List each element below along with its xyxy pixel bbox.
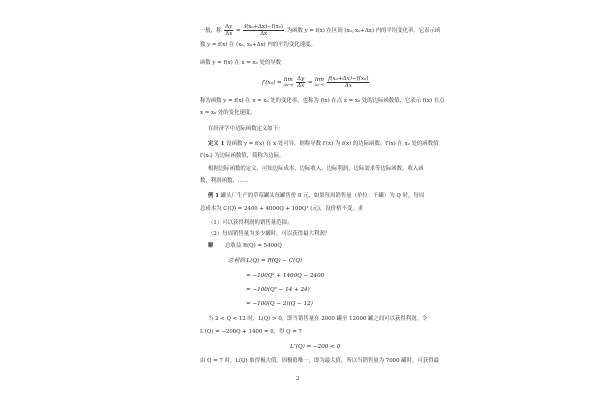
- question-item: （1）可以获得利润的销售量范围；: [208, 220, 293, 226]
- text-line: 一般，称 $\frac{\Delta y}{\Delta x}$ = $\frac{\text{f(x₀+Δx)−f(x₀)}}{\Delta x}$ 为函数 y = f(x) 在区间 (x₀, x₀+Δx) 内的平均变化率。它表示函: [200, 24, 441, 37]
- solution-label: 解: [208, 243, 214, 249]
- text-line: 当 2 < Q < 12 时，L(Q) > 0，即当销售量在 2000 罐至 12000 罐之间可以获得利润。令: [208, 316, 428, 322]
- text-line: 总成本为 C(Q) = 2400 + 4000Q + 100Q² (元)，设价格不变，求: [200, 206, 364, 212]
- fraction: $\frac{\text{f(x₀+Δx)−f(x₀)}}{\Delta x}$: [328, 76, 369, 89]
- example-line: 例 1 罐头厂生产的草莓罐头每罐售价 8 元，如果每周销售量（单位：千罐）为 Q 时，每周: [208, 193, 425, 199]
- solution-line: 解 总收益 R(Q) = 5400Q: [208, 243, 282, 249]
- definition-label: 定义 1: [208, 141, 225, 147]
- fraction: $\frac{\text{f(x₀+Δx)−f(x₀)}}{\Delta x}$: [244, 24, 283, 37]
- fraction: $\frac{\Delta y}{\Delta x}$: [225, 24, 233, 37]
- example-label: 例 1: [208, 193, 220, 199]
- equation-line: L″(Q) = −200 < 0: [290, 344, 341, 350]
- text-line: f′(x₀) 为边际函数值，简称为边际。: [200, 153, 285, 159]
- limit: lim Δx→0: [283, 77, 294, 87]
- derivative-formula: f′(x₀) = lim Δx→0 $\frac{\Delta y}{\Delta x}$ = lim Δx→0 $\frac{\text{f(x₀+Δx)−f(x₀)}}{\Delta x}$: [262, 76, 369, 89]
- text-line: 根据边际函数的定义，可知边际成本、边际收入、边际利润、边际需求等边际函数，收入函: [208, 166, 424, 172]
- text-line: x = x₀ 处的变化速度。: [200, 110, 256, 116]
- fraction: $\frac{\Delta y}{\Delta x}$: [297, 76, 305, 89]
- equation-line: = −100Q² + 1400Q − 2400: [246, 273, 325, 279]
- text-line: 由 Q = 7 时，L(Q) 取得极大值，因极值唯一，即为最大值，所以当销售量为 7000 罐时，可获得最: [200, 358, 439, 364]
- definition-line: 定义 1 设函数 y = f(x) 在 x 处可导，则称导数 f′(x) 为 f(x) 的边际函数。f′(x) 在 x₀ 处的函数值: [208, 141, 439, 147]
- text-line: 数、利润函数，……: [200, 178, 249, 184]
- text-line: 称为函数 y = f(x) 在 x = x₀ 处的变化率，也称为 f(x) 在点 x = x₀ 处的边际函数值，它表示 f(x) 在点: [200, 98, 445, 104]
- page-number: 2: [296, 376, 300, 382]
- equation-line: = −100(Q − 2)(Q − 12): [246, 301, 313, 307]
- text-line: 函数 y = f(x) 在 x = x₀ 处的导数: [200, 60, 282, 66]
- text-line: 在经济学中边际函数定义如下：: [208, 126, 284, 132]
- text-line: L′(Q) = −200Q + 1400 = 0，得 Q = 7: [200, 329, 302, 335]
- text-span: 为函数 y = f(x) 在区间 (x₀, x₀+Δx) 内的平均变化率。它表示函: [286, 28, 441, 34]
- text-span: 一般，称: [200, 28, 222, 34]
- equation-line: 总利润 L(Q) = R(Q) − C(Q): [228, 258, 303, 264]
- equation-line: = −100(Q² − 14 + 24): [246, 287, 310, 293]
- question-item: （2）每周销售量为多少罐时，可以获得最大利润？: [208, 231, 331, 237]
- text-line: 数 y = f(x) 在 (x₀, x₀+Δx) 内的平均变化速度。: [200, 42, 316, 48]
- limit: lim Δx→0: [314, 77, 325, 87]
